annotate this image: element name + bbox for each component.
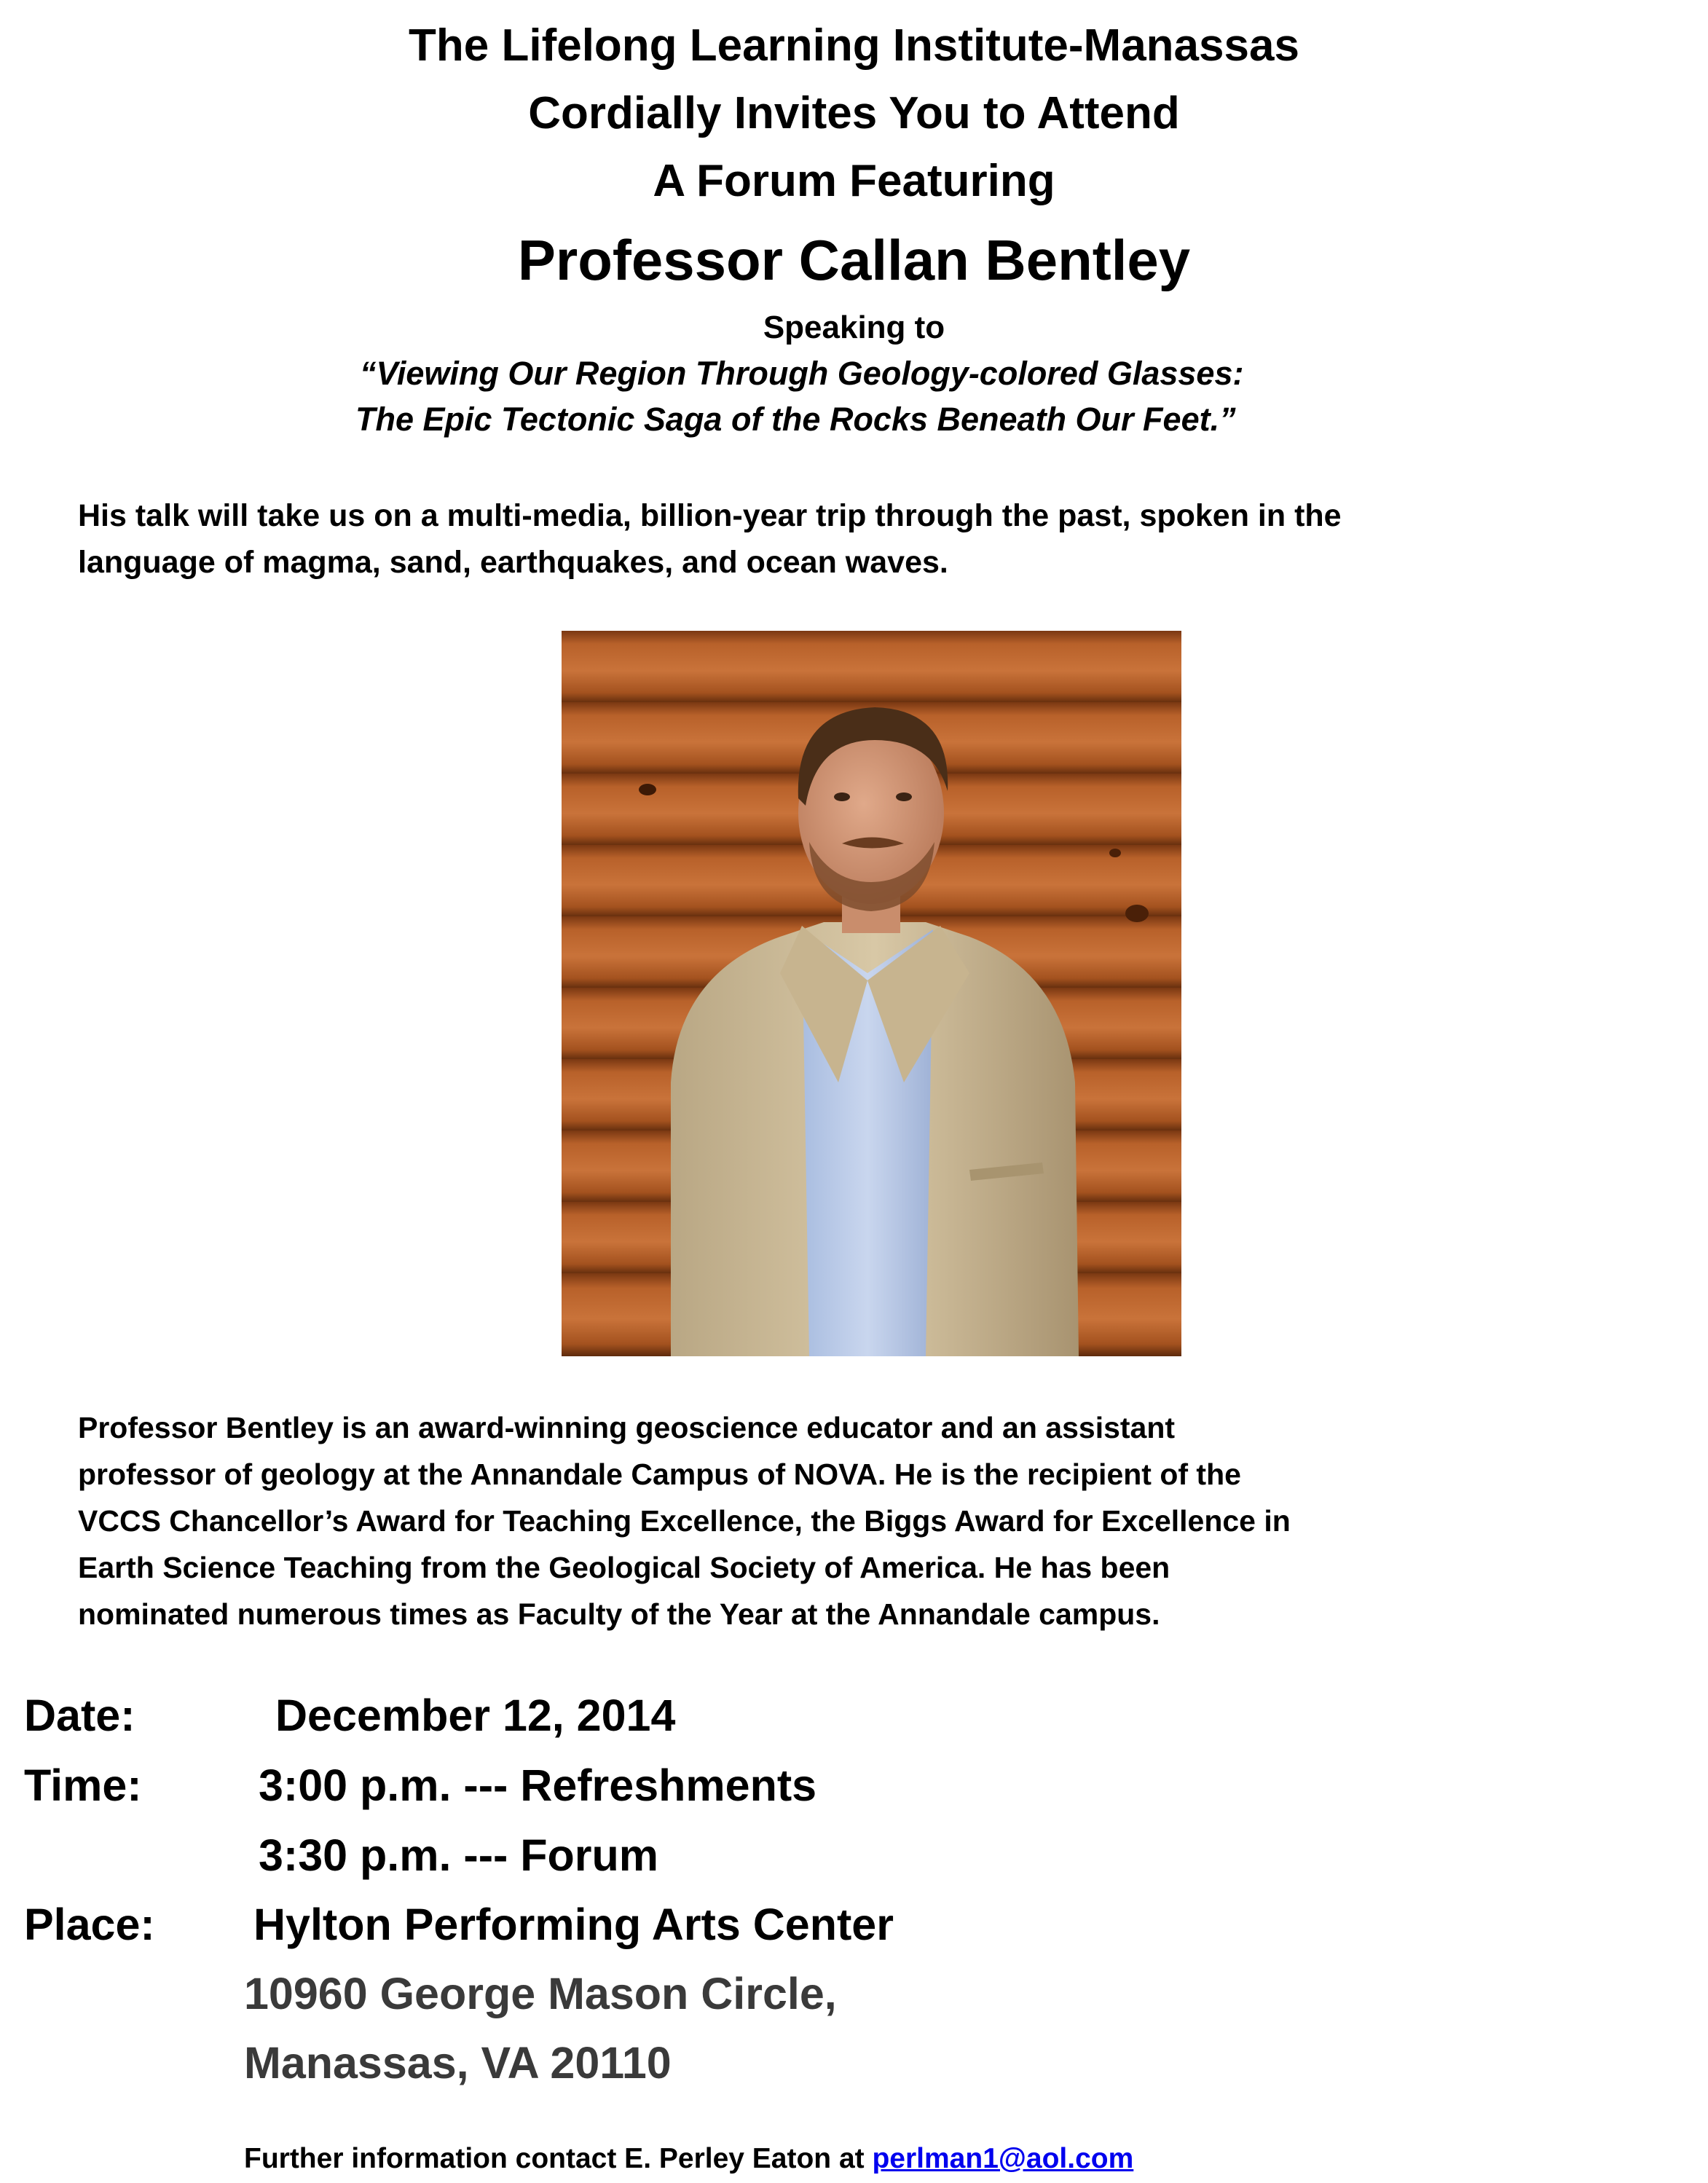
header-line-institute: The Lifelong Learning Institute-Manassas bbox=[409, 20, 1299, 71]
bio-line-4: Earth Science Teaching from the Geological Society of America. He has been bbox=[78, 1551, 1170, 1584]
talk-title-line-1: “Viewing Our Region Through Geology-colored Glasses: bbox=[360, 355, 1244, 392]
bio-line-1: Professor Bentley is an award-winning geoscience educator and an assistant bbox=[78, 1411, 1176, 1444]
bio-line-3: VCCS Chancellor’s Award for Teaching Excellence, the Biggs Award for Excellence in bbox=[78, 1504, 1291, 1538]
date-value: December 12, 2014 bbox=[275, 1691, 676, 1740]
contact-text: Further information contact E. Perley Eaton at bbox=[244, 2143, 873, 2174]
place-label: Place: bbox=[24, 1900, 155, 1949]
place-name: Hylton Performing Arts Center bbox=[253, 1900, 894, 1949]
bio-line-2: professor of geology at the Annandale Campus of NOVA. He is the recipient of the bbox=[78, 1458, 1241, 1491]
time-forum: 3:30 p.m. --- Forum bbox=[259, 1830, 659, 1880]
speaker-photo bbox=[562, 631, 1181, 1356]
time-label: Time: bbox=[24, 1761, 142, 1810]
bio-line-5: nominated numerous times as Faculty of the Year at the Annandale campus. bbox=[78, 1597, 1160, 1631]
place-address-line-1: 10960 George Mason Circle, bbox=[244, 1969, 837, 2018]
header-line-forum: A Forum Featuring bbox=[653, 156, 1055, 206]
intro-line-1: His talk will take us on a multi-media, billion-year trip through the past, spoken in the bbox=[78, 498, 1342, 533]
header-line-invite: Cordially Invites You to Attend bbox=[528, 88, 1180, 138]
intro-line-2: language of magma, sand, earthquakes, and ocean waves. bbox=[78, 545, 948, 580]
speaking-to-label: Speaking to bbox=[763, 310, 945, 345]
speaker-name: Professor Callan Bentley bbox=[517, 228, 1191, 292]
contact-line bbox=[244, 2144, 1133, 2173]
contact-email-link[interactable]: perlman1@aol.com bbox=[872, 2143, 1134, 2174]
date-label: Date: bbox=[24, 1691, 135, 1740]
talk-title-line-2: The Epic Tectonic Saga of the Rocks Beneath Our Feet.” bbox=[355, 401, 1236, 438]
time-refreshments: 3:00 p.m. --- Refreshments bbox=[259, 1761, 817, 1810]
place-address-line-2: Manassas, VA 20110 bbox=[244, 2038, 672, 2088]
